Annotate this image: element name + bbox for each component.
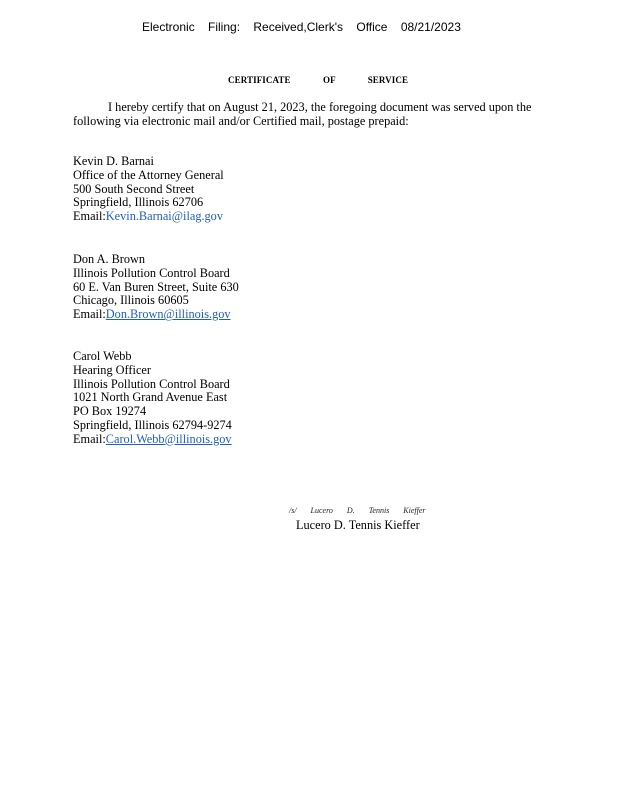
- recipient-email-line: [73, 210, 224, 224]
- email-label: Email:: [73, 431, 106, 446]
- recipient-city: Chicago, Illinois 60605: [73, 293, 189, 308]
- email-link[interactable]: Carol.Webb@illinois.gov: [105, 431, 232, 446]
- recipient-street: 1021 North Grand Avenue East: [73, 390, 228, 405]
- certification-statement: [73, 100, 565, 128]
- recipient-name: Carol Webb: [73, 349, 132, 363]
- email-label: Email:: [73, 307, 106, 322]
- certificate-title: CERTIFICATE OF SERVICE: [228, 75, 409, 85]
- recipient-office: Illinois Pollution Control Board: [73, 376, 230, 391]
- email-label: Email:: [73, 209, 106, 224]
- recipient-city: Springfield, Illinois 62794-9274: [73, 417, 232, 432]
- email-link[interactable]: Kevin.Barnai@ilag.gov: [105, 209, 223, 224]
- recipient-name: Don A. Brown: [73, 252, 146, 266]
- recipient-street: 60 E. Van Buren Street, Suite 630: [73, 279, 239, 294]
- recipient-office: Office of the Attorney General: [73, 167, 224, 182]
- signer-name: Lucero D. Tennis Kieffer: [296, 518, 420, 532]
- recipient-email-line: [73, 433, 232, 447]
- recipient-office: Illinois Pollution Control Board: [73, 265, 230, 280]
- recipient-email-line: [73, 308, 239, 322]
- recipient-street: 500 South Second Street: [73, 181, 195, 196]
- recipient-po-box: PO Box 19274: [73, 404, 147, 419]
- filing-stamp-text: Electronic Filing: Received,Clerk's Office 08/21/2023: [142, 20, 461, 34]
- recipient-block: [73, 253, 239, 322]
- certification-text: I hereby certify that on August 21, 2023, the foregoing document was served upon the following via electronic mail and/or Certified mail, postage prepaid:: [73, 100, 532, 128]
- email-link[interactable]: Don.Brown@illinois.gov: [105, 307, 231, 322]
- recipient-block: [73, 350, 232, 447]
- electronic-signature: /s/ Lucero D. Tennis Kieffer: [289, 506, 426, 515]
- recipient-city: Springfield, Illinois 62706: [73, 195, 204, 210]
- recipient-title: Hearing Officer: [73, 362, 151, 377]
- recipient-name: Kevin D. Barnai: [73, 154, 154, 168]
- recipient-block: [73, 155, 224, 224]
